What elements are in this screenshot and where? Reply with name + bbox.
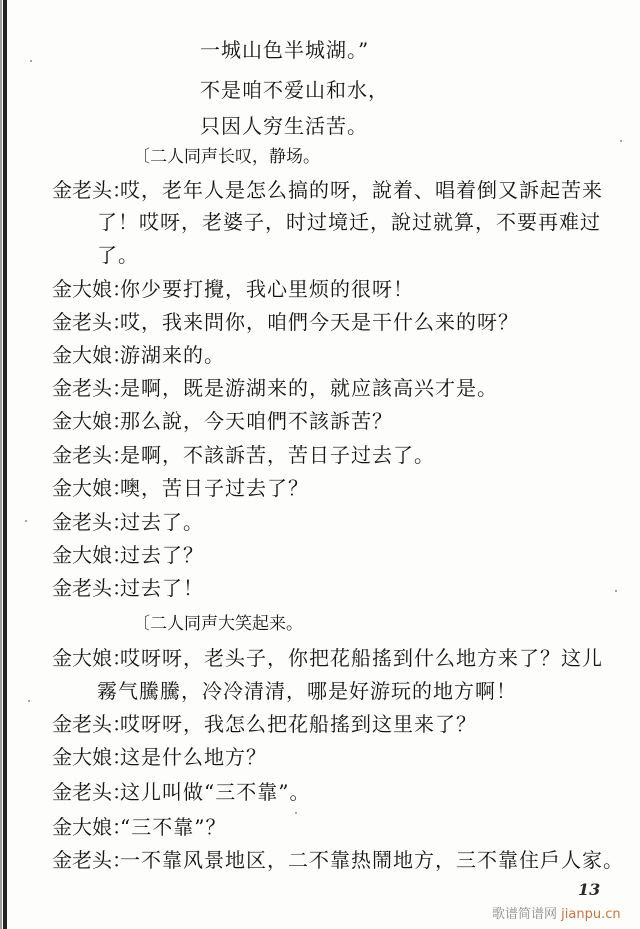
page-number: 13 xyxy=(578,880,601,899)
speaker-name: 金大娘： xyxy=(52,815,132,839)
dialogue-text: 过去了！ xyxy=(120,576,204,600)
dialogue-line xyxy=(52,376,498,400)
dialogue-line xyxy=(52,277,414,301)
dialogue-line xyxy=(52,712,477,736)
dialogue-text: 过去了。 xyxy=(120,510,204,534)
dialogue-continuation: 了。 xyxy=(97,243,139,267)
dialogue-text: 哎呀呀，我怎么把花船搖到这里来了？ xyxy=(120,712,477,736)
scan-speck xyxy=(295,812,297,814)
speaker-name: 金大娘： xyxy=(52,343,132,367)
speaker-name: 金老头： xyxy=(52,376,132,400)
speaker-name: 金大娘： xyxy=(52,745,132,769)
speaker-name: 金老头： xyxy=(52,712,132,736)
page-binding-edge xyxy=(3,0,7,929)
dialogue-text: 过去了？ xyxy=(120,543,204,567)
speaker-name: 金大娘： xyxy=(52,646,132,670)
speaker-name: 金老头： xyxy=(52,510,132,534)
scan-speck xyxy=(620,140,622,142)
verse-line: 一城山色半城湖。” xyxy=(200,38,370,62)
dialogue-line xyxy=(52,343,225,367)
dialogue-text: 那么說，今天咱們不該訴苦？ xyxy=(120,409,393,433)
dialogue-text: 噢，苦日子过去了？ xyxy=(120,476,309,500)
dialogue-text: 一不靠风景地区，二不靠热鬧地方，三不靠住戶人家。 xyxy=(120,848,624,872)
dialogue-text: 这是什么地方？ xyxy=(120,745,267,769)
speaker-name: 金老头： xyxy=(52,576,132,600)
dialogue-line xyxy=(52,745,267,769)
watermark-site-name: 歌谱简谱网 xyxy=(492,907,558,922)
watermark-url: jianpu.cn xyxy=(561,907,621,922)
dialogue-line xyxy=(52,780,310,804)
dialogue-line xyxy=(52,510,204,534)
speaker-name: 金大娘： xyxy=(52,409,132,433)
stage-direction: 〔二人同声长叹，静场。 xyxy=(133,147,320,167)
speaker-name: 金老头： xyxy=(52,443,132,467)
speaker-name: 金老头： xyxy=(52,178,132,202)
speaker-name: 金大娘： xyxy=(52,277,132,301)
dialogue-line xyxy=(52,646,603,670)
scan-speck xyxy=(615,590,617,592)
speaker-name: 金老头： xyxy=(52,848,132,872)
dialogue-line xyxy=(52,178,603,202)
scan-speck xyxy=(25,520,27,522)
dialogue-continuation: 了！哎呀，老婆子，时过境迁，說过就算，不要再难过 xyxy=(97,210,601,234)
dialogue-continuation: 霧气騰騰，冷冷清清，哪是好游玩的地方啊！ xyxy=(97,679,517,703)
dialogue-text: 游湖来的。 xyxy=(120,343,225,367)
dialogue-text: 这儿叫做“三不靠”。 xyxy=(120,780,311,804)
dialogue-line xyxy=(52,476,309,500)
speaker-name: 金老头： xyxy=(52,780,132,804)
dialogue-text: 你少要打攪，我心里烦的很呀！ xyxy=(120,277,414,301)
dialogue-line xyxy=(52,576,204,600)
dialogue-line xyxy=(52,409,393,433)
scan-speck xyxy=(30,60,32,62)
scan-speck xyxy=(28,700,30,702)
verse-line: 不是咱不爱山和水， xyxy=(200,78,389,102)
dialogue-text: 是啊，不該訴苦，苦日子过去了。 xyxy=(120,443,435,467)
dialogue-text: 是啊，既是游湖来的，就应該高兴才是。 xyxy=(120,376,498,400)
dialogue-text: 哎呀呀，老头子，你把花船搖到什么地方来了？这儿 xyxy=(120,646,603,670)
dialogue-line xyxy=(52,310,519,334)
dialogue-text: 哎，老年人是怎么搞的呀，說着、唱着倒又訴起苦来 xyxy=(120,178,603,202)
dialogue-text: “三不靠”？ xyxy=(120,815,227,839)
dialogue-line xyxy=(52,848,624,872)
stage-direction: 〔二人同声大笑起来。 xyxy=(133,614,303,634)
page-binding-shadow xyxy=(0,0,2,929)
speaker-name: 金大娘： xyxy=(52,543,132,567)
dialogue-text: 哎，我来問你，咱們今天是干什么来的呀？ xyxy=(120,310,519,334)
speaker-name: 金老头： xyxy=(52,310,132,334)
watermark xyxy=(492,903,621,922)
verse-line: 只因人穷生活苦。 xyxy=(200,114,368,138)
dialogue-line xyxy=(52,815,226,839)
dialogue-line xyxy=(52,543,204,567)
dialogue-line xyxy=(52,443,435,467)
speaker-name: 金大娘： xyxy=(52,476,132,500)
